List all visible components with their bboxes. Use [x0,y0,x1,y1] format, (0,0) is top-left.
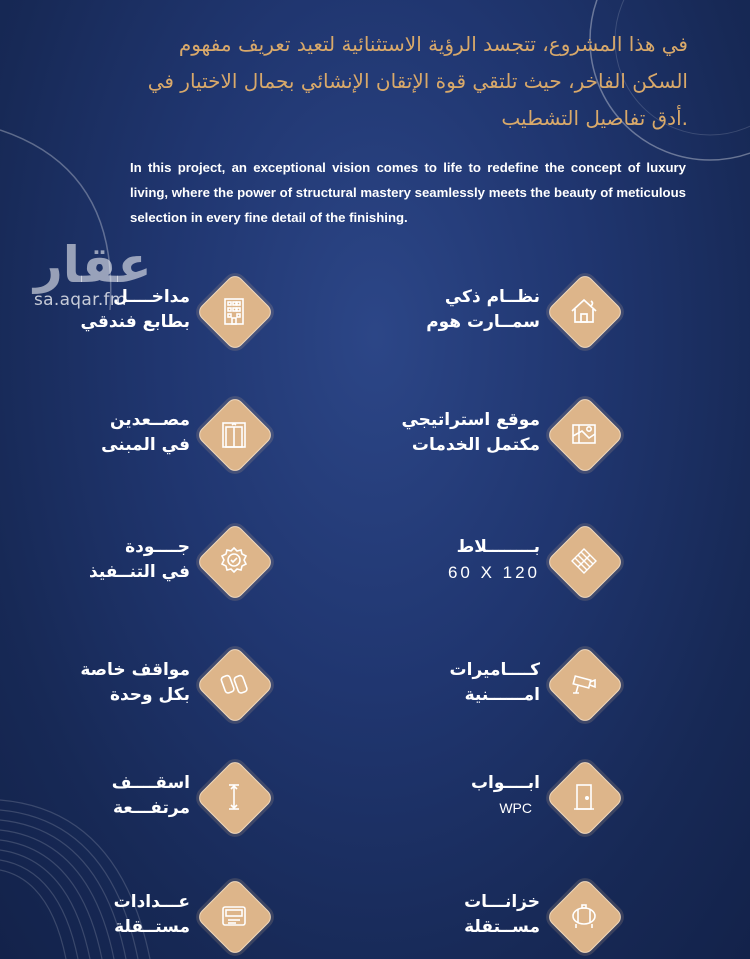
feature-subtitle: مســتقلة [464,917,540,937]
feature-ceilings [0,763,280,833]
feature-label [370,771,540,821]
feature-badge [200,650,268,718]
elevator-icon [214,414,254,454]
english-intro: In this project, an exceptional vision comes to life to redefine the concept of luxury living, where the power of structural mastery seamlessly meets the beauty of meticulous selection in every fine detail of the finishing. [130,160,686,225]
feature-subtitle: بكل وحدة [109,685,190,705]
tiles-icon [564,541,604,581]
feature-badge [550,882,618,950]
arabic-intro-line-3: .أدق تفاصيل التشطيب [501,106,688,130]
feature-subtitle: مكتمل الخدمات [411,435,540,455]
smart-home-icon [564,291,604,331]
feature-parking [0,650,280,720]
feature-title: كــــاميرات [449,660,540,680]
feature-elevators [0,400,280,470]
watermark-logo: عقار [34,236,152,294]
map-icon [564,414,604,454]
building-icon [214,291,254,331]
feature-badge [200,400,268,468]
feature-label [20,890,190,940]
feature-badge [200,882,268,950]
feature-tanks [370,882,650,952]
feature-badge [550,763,618,831]
feature-hotel-entrances [0,277,280,347]
arabic-intro-line-2: السكن الفاخر، حيث تلتقي قوة الإتقان الإنشائي بجمال الاختيار في [147,69,688,93]
feature-badge [200,277,268,345]
feature-cameras [370,650,650,720]
feature-label [370,890,540,940]
feature-subtitle: سمــارت هوم [426,312,540,332]
feature-label [20,408,190,458]
feature-subtitle: بطابع فندقي [80,312,190,332]
feature-title: جــــودة [125,537,190,557]
feature-title: مداخــــل [113,287,190,307]
feature-quality [0,527,280,597]
feature-label [20,535,190,585]
feature-subtitle: 60 X 120 [447,563,540,582]
feature-title: نظــام ذكي [444,287,540,307]
water-tank-icon [564,896,604,936]
feature-badge [200,763,268,831]
door-icon [564,777,604,817]
feature-label [20,285,190,335]
feature-subtitle: مرتفـــعة [112,798,190,818]
feature-badge [550,400,618,468]
feature-badge [550,650,618,718]
feature-subtitle: في المبنى [101,435,190,455]
feature-label [370,408,540,458]
feature-label [20,658,190,708]
feature-label [370,285,540,335]
meter-icon [214,896,254,936]
feature-title: مصــعدين [110,410,190,430]
feature-title: اسقــــف [111,773,190,793]
feature-subtitle: مستــقلة [114,917,190,937]
feature-title: مواقف خاصة [80,660,190,680]
feature-title: عـــدادات [113,892,190,912]
watermark-url: sa.aqar.fm [34,290,127,310]
feature-doors [370,763,650,833]
feature-title: ابــــواب [470,773,540,793]
ceiling-height-icon [214,777,254,817]
quality-badge-icon [214,541,254,581]
feature-title: خزانـــات [464,892,540,912]
feature-subtitle: WPC [499,800,532,816]
feature-badge [550,277,618,345]
feature-location [370,400,650,470]
feature-badge [200,527,268,595]
feature-badge [550,527,618,595]
feature-label [370,535,540,585]
feature-title: موقع استراتيجي [401,410,540,430]
camera-icon [564,664,604,704]
feature-tiles [370,527,650,597]
feature-title: بــــــــلاط [456,537,540,557]
feature-label [20,771,190,821]
arabic-intro-line-1: في هذا المشروع، تتجسد الرؤية الاستثنائية لتعيد تعريف مفهوم [178,32,688,56]
feature-meters [0,882,280,952]
arabic-intro [48,26,688,137]
feature-subtitle: في التنــفيذ [89,562,190,582]
car-icon [214,664,254,704]
feature-label [370,658,540,708]
feature-smart-home [370,277,650,347]
feature-subtitle: امــــــنية [464,685,540,705]
